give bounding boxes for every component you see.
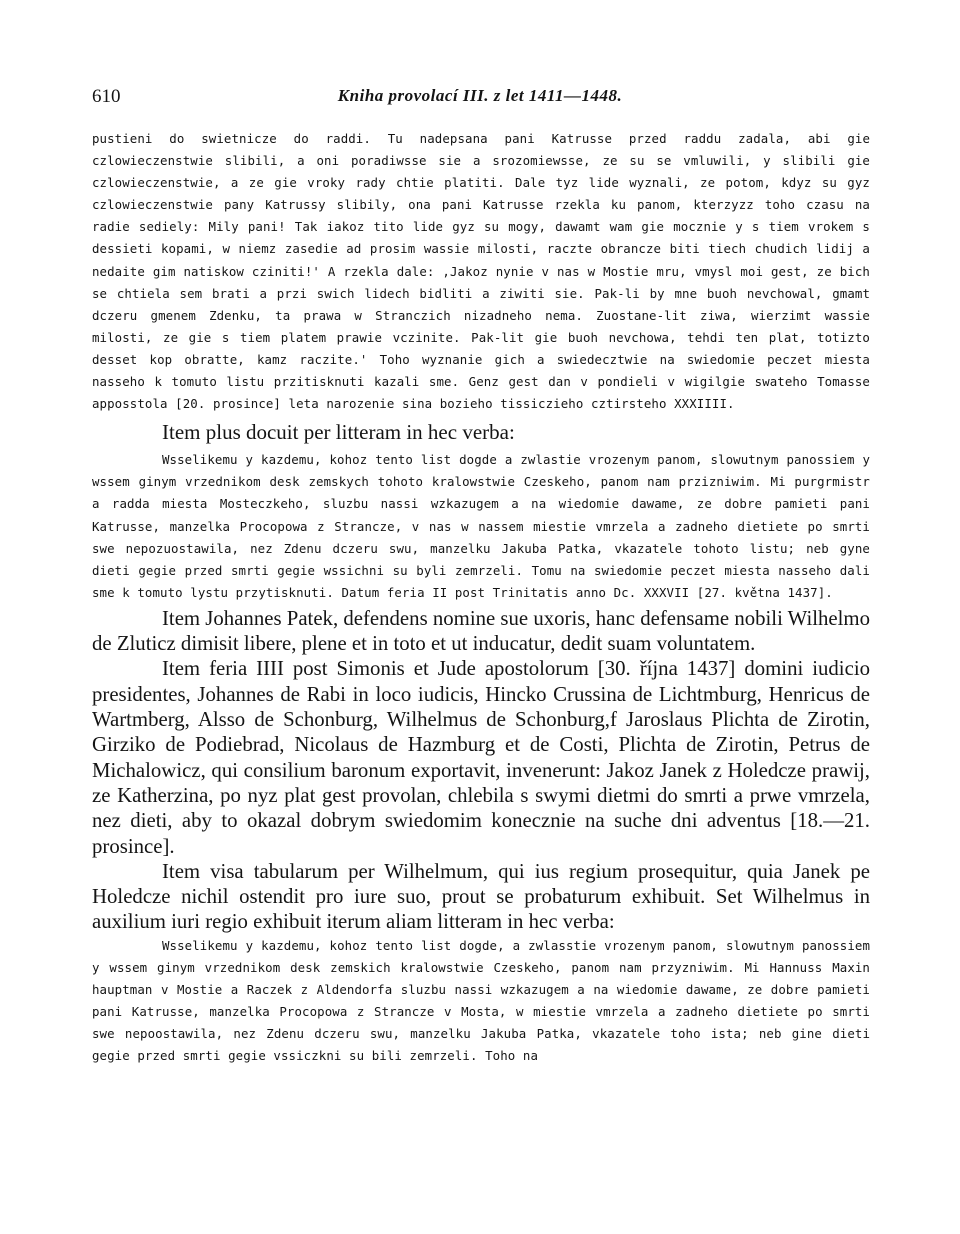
page-header (88, 86, 872, 114)
paragraph-heading-item-plus: Item plus docuit per litteram in hec verba: (162, 420, 515, 445)
paragraph-court-finding: Item feria IIII post Simonis et Jude apostolorum [30. října 1437] domini iudicio presidentes, Johannes de Rabi in loco iudicis, Hincko Crussina de Lichtmburg, Henricus de Wartmberg, Alsso de Schonburg, Wilhelmus de Schonburg,f Jaroslaus Plichta de Zirotin, Girziko de Podiebrad, Nicolaus de Hazmburg et de Costi, Plichta de Zirotin, Petrus de Michalowicz, qui consilium baronum exportavit, invenerunt: Jakoz Janek z Holedcze prawij, ze Katherzina, po nyz plat gest provolan, chlebila s swymi dietmi do smrti a prwe vmrzela, nez dieti, aby to okazal dobrym swiedomim konecznie na suche dni adventus [18.—21. prosince]. (92, 657, 870, 858)
running-title: Kniha provolací III. z let 1411—1448. (337, 86, 623, 105)
paragraph-charter-continuation: pustieni do swietnicze do raddi. Tu nadepsana pani Katrusse przed raddu zadala, abi gie czlowieczenstwie slibili, a oni poradiwsse sie a srozomiewsse, ze su se vmluwili, y slibili gie czlowieczenstwie, a ze gie vroky rady chtie platiti. Dale tyz lide wyznali, ze potom, kdyz su gyz czlowieczenstwie pany Katrussy slibily, ona pani Katrusse rzekla ku panom, kterzyzz toho czasu na radie sediely: Mily pani! Tak iakoz tito lide gyz su mogy, dawamt wam gie mocznie y s tiem vrokem s dessieti kopami, w niemz zasedie ad prosim wassie milosti, raczte obrancze biti tiech chudich lidij a nedaite gim natiskow cziniti!' A rzekla dale: ‚Jakoz nynie v nas w Mostie mru, vmysl moi gest, ze bich se chtiela sem brati a przi swich lidech bidliti a ziwiti sie. Pak-li by mne buoh nevchowal, gmamt dczeru gmenem Zdenku, ta prawa w Stranczich nizadneho nema. Zuostane-lit ziwa, wierzimt wassie milosti, ze gie s tiem platem prawie vczinite. Pak-lit gie buoh nevchowa, tehdi ten plat, totizto desset kop obratte, kamz raczite.' Toho wyznanie gich a swiedecztwie na swiedomie peczet miesta nasseho k tomuto listu przitisknuti kazali sme. Genz gest dan v pondieli v wigilgie swateho Tomasse apposstola [20. prosince] leta narozenie sina bozieho tissiczieho cztirsteho XXXIIII. (92, 131, 870, 412)
paragraph-letter-1437: Wsselikemu y kazdemu, kohoz tento list dogde a zwlastie vrozenym panom, slowutnym panossiem y wssem ginym vrzednikom desk zemskych tohoto kralowstwie Czeskeho, panom nam przizniwim. Mi purgrmistr a radda miesta Mosteczkeho, sluzbu nassi wzkazugem a na wiedomie dawame, ze dobre pamieti pani Katrusse, manzelka Procopowa z Strancze, v nas w nassem miestie vmrzela a zadneho dietiete po smrti swe nepozuostawila, nez Zdenu dczeru swu, manzelku Jakuba Patka, vkazatele tohoto listu; neb gyne dieti gegie przed smrti gegie wssichni su byli zemrzeli. Tomu na swiedomie peczet miesta nasseho dali sme k tomuto lystu przytisknuti. Datum feria II post Trinitatis anno Dc. XXXVII [27. května 1437]. (92, 452, 870, 600)
paragraph-visa-tabularum: Item visa tabularum per Wilhelmum, qui ius regium prosequitur, quia Janek pe Holedcze nichil ostendit pro iure suo, prout se probaturum exhibuit. Set Wilhelmus in auxilium iuri regio exhibuit iterum aliam litteram in hec verba: (92, 859, 870, 934)
page-body (92, 128, 870, 1067)
paragraph-second-letter: Wsselikemu y kazdemu, kohoz tento list dogde, a zwlasstie vrozenym panom, slowutnym panossiem y wssem ginym vrzednikom desk zemskich kralowstwie Czeskeho, panom nam przyzniwim. Mi Hannuss Maxin hauptman v Mostie a Raczek z Aldendorfa sluzbu nassi wzkazugem a na wiedomie dawame, ze dobre pamieti pani Katrusse, manzelka Procopowa z Strancze v Mosta, w miestie vmrzela a zadneho dietiete po smrti swe nepoostawila, nez Zdenu dczeru swu, manzelku Jakuba Patka, vkazatele toho ista; neb gine dieti gegie przed smrti gegie vssiczkni su bili zemrzeli. Toho na (92, 937, 870, 1064)
paragraph-johannes-patek: Item Johannes Patek, defendens nomine sue uxoris, hanc defensame nobili Wilhelmo de Zluticz dimisit libere, plene et in toto et ut inducatur, dedit suam voluntatem. (92, 606, 871, 656)
page-number: 610 (92, 86, 121, 107)
